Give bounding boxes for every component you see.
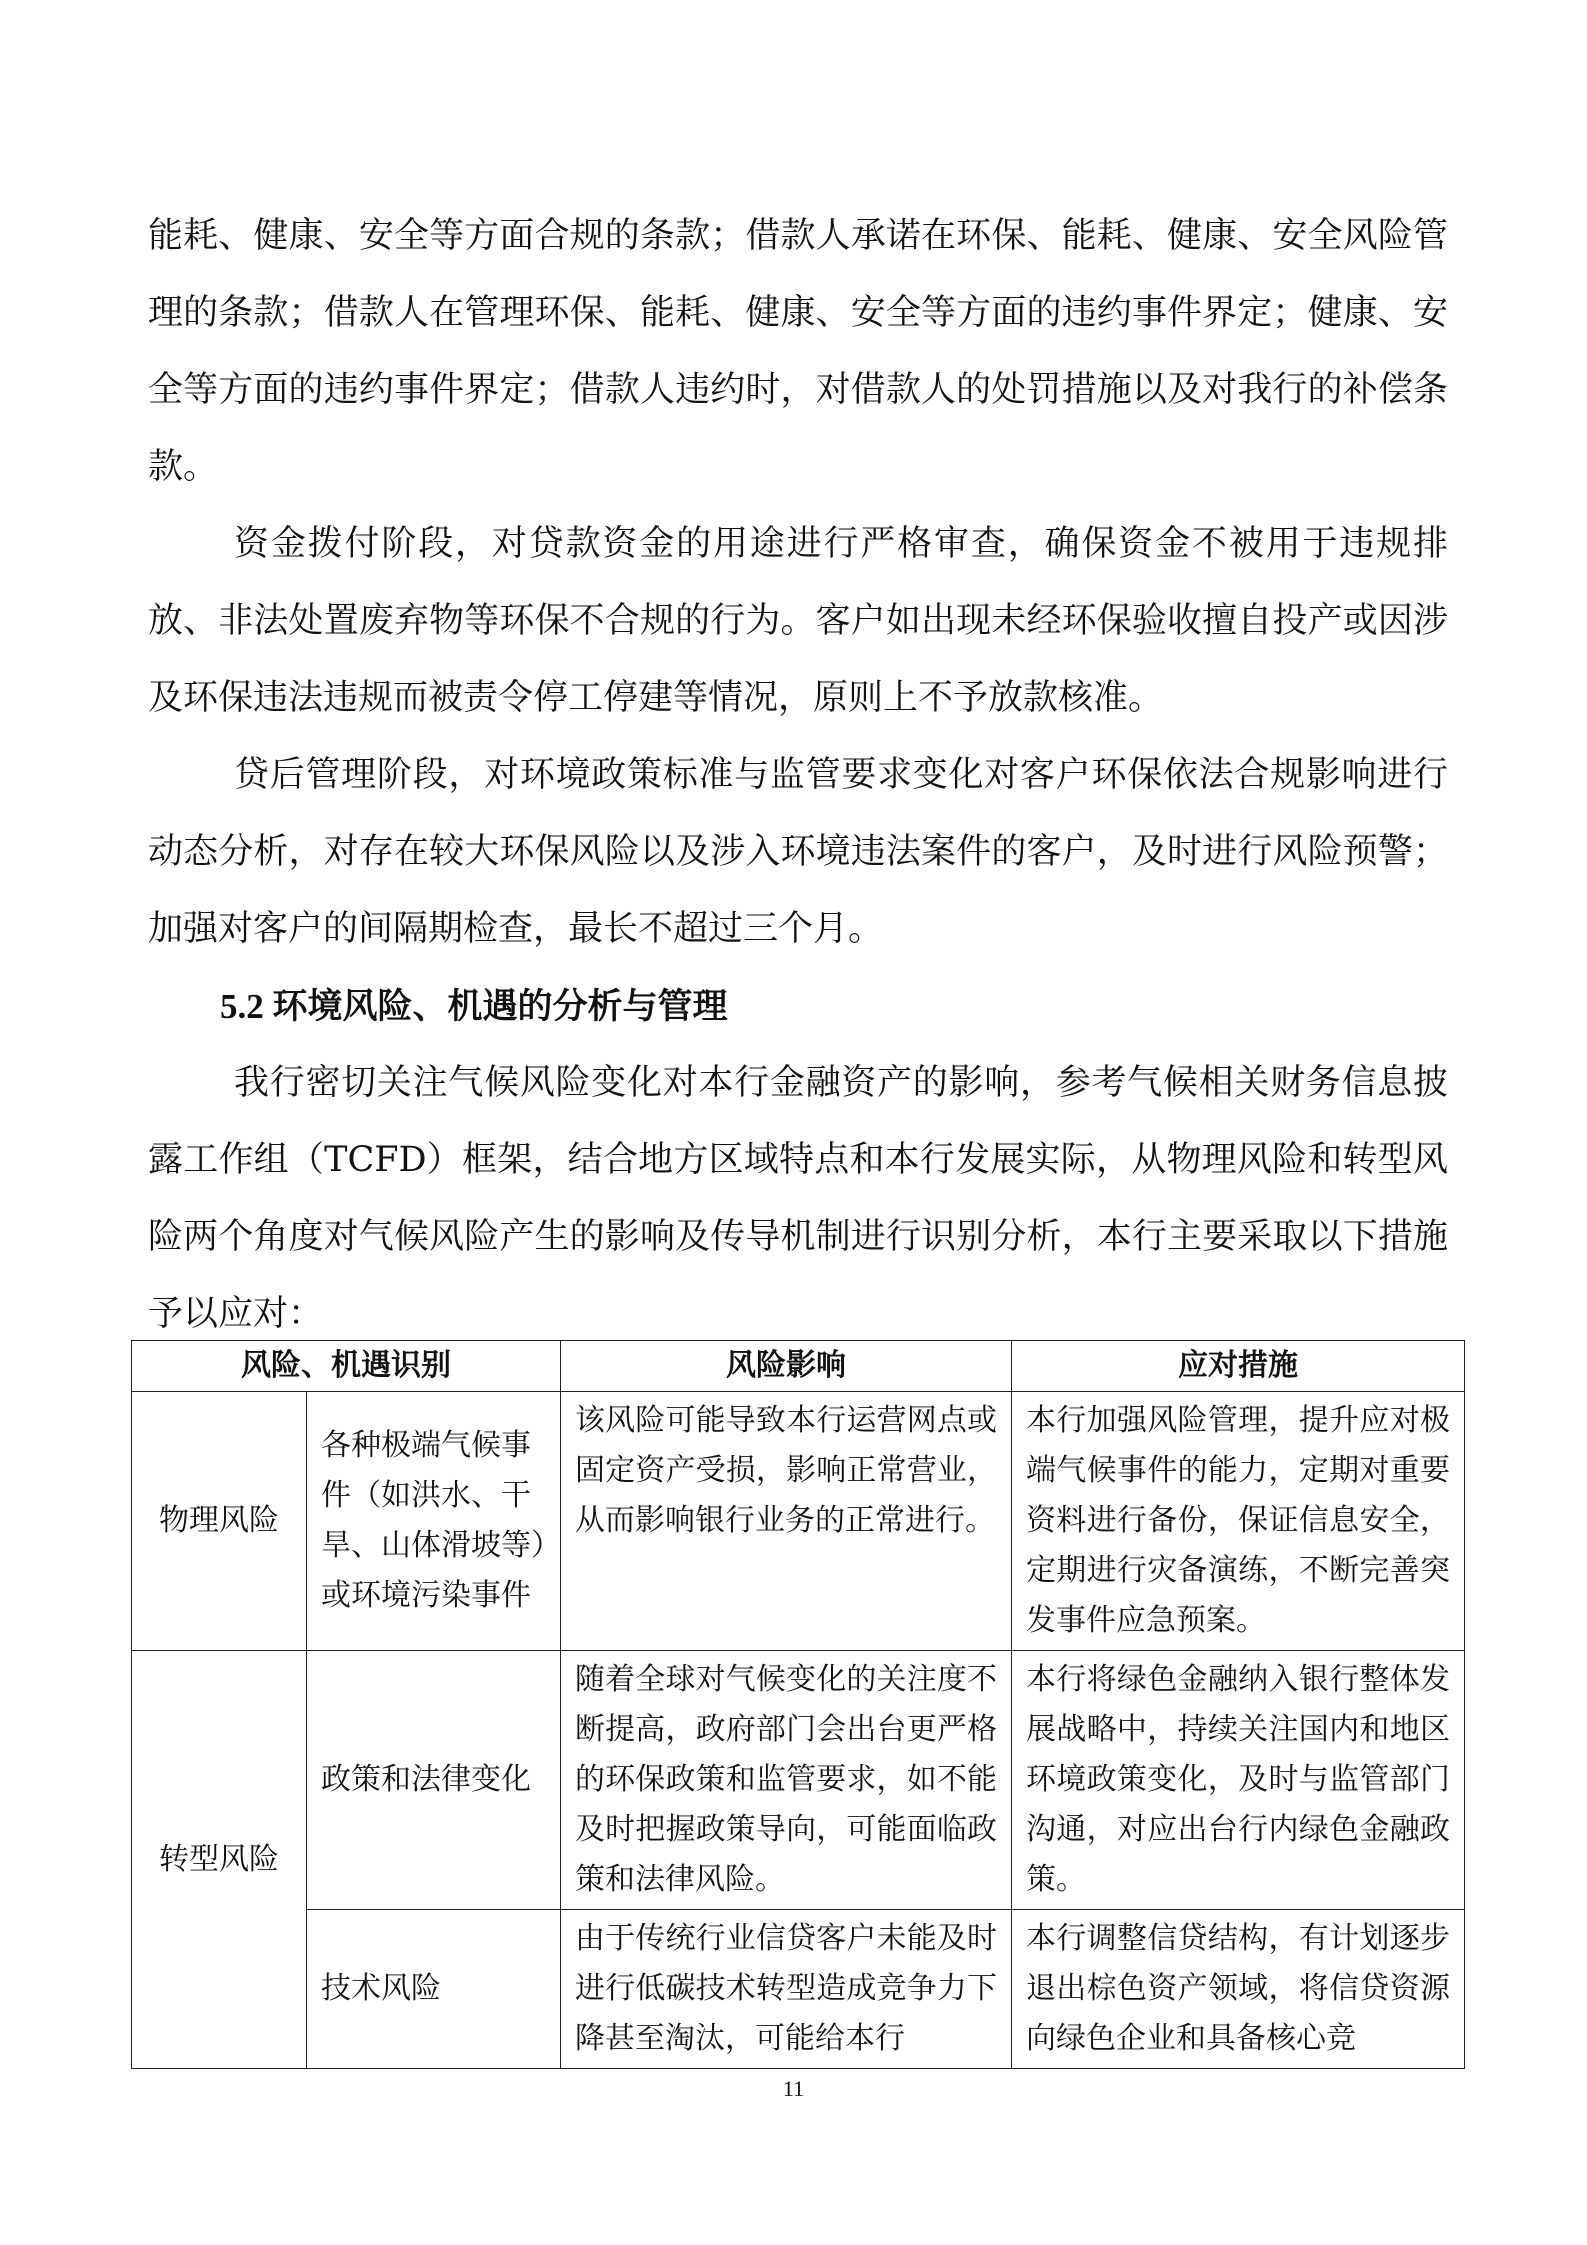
header-response-measures: 应对措施 bbox=[1012, 1341, 1465, 1392]
table-row bbox=[132, 1651, 1465, 1910]
header-risk-impact: 风险影响 bbox=[561, 1341, 1012, 1392]
measures-cell: 本行调整信贷结构，有计划逐步退出棕色资产领域，将信贷资源向绿色企业和具备核心竞 bbox=[1012, 1910, 1465, 2069]
subcategory-policy-legal: 政策和法律变化 bbox=[307, 1651, 561, 1910]
paragraph-loan-contract-terms: 能耗、健康、安全等方面合规的条款；借款人承诺在环保、能耗、健康、安全风险管理的条款；借款人在管理环保、能耗、健康、安全等方面的违约事件界定；健康、安全等方面的违约事件界定；借款人违约时，对借款人的处罚措施以及对我行的补偿条款。 bbox=[148, 216, 1448, 487]
climate-risk-table bbox=[131, 1340, 1465, 2069]
category-physical-risk: 物理风险 bbox=[132, 1392, 307, 1651]
header-risk-identification: 风险、机遇识别 bbox=[132, 1341, 561, 1392]
measures-cell: 本行将绿色金融纳入银行整体发展战略中，持续关注国内和地区环境政策变化，及时与监管部门沟通，对应出台行内绿色金融政策。 bbox=[1012, 1651, 1465, 1910]
impact-cell: 由于传统行业信贷客户未能及时进行低碳技术转型造成竞争力下降甚至淘汰，可能给本行 bbox=[561, 1910, 1012, 2069]
table-row bbox=[132, 1910, 1465, 2069]
table-row bbox=[132, 1392, 1465, 1651]
category-transition-risk: 转型风险 bbox=[132, 1651, 307, 2069]
body-text bbox=[148, 198, 1448, 1353]
subcategory-technology-risk: 技术风险 bbox=[307, 1910, 561, 2069]
paragraph-post-loan-management: 贷后管理阶段，对环境政策标准与监管要求变化对客户环保依法合规影响进行动态分析，对存在较大环保风险以及涉入环境违法案件的客户，及时进行风险预警；加强对客户的间隔期检查，最长不超过三个月。 bbox=[148, 755, 1448, 949]
table-header-row bbox=[132, 1341, 1465, 1392]
paragraph-climate-risk-intro: 我行密切关注气候风险变化对本行金融资产的影响，参考气候相关财务信息披露工作组（TCFD）框架，结合地方区域特点和本行发展实际，从物理风险和转型风险两个角度对气候风险产生的影响及传导机制进行识别分析，本行主要采取以下措施予以应对： bbox=[148, 1063, 1448, 1334]
impact-cell: 该风险可能导致本行运营网点或固定资产受损，影响正常营业，从而影响银行业务的正常进行。 bbox=[561, 1392, 1012, 1651]
paragraph-disbursement-stage: 资金拨付阶段，对贷款资金的用途进行严格审查，确保资金不被用于违规排放、非法处置废弃物等环保不合规的行为。客户如出现未经环保验收擅自投产或因涉及环保违法违规而被责令停工停建等情况，原则上不予放款核准。 bbox=[148, 524, 1448, 718]
section-heading: 5.2 环境风险、机遇的分析与管理 bbox=[220, 987, 728, 1026]
page-number: 11 bbox=[782, 2076, 805, 2101]
impact-cell: 随着全球对气候变化的关注度不断提高，政府部门会出台更严格的环保政策和监管要求，如不能及时把握政策导向，可能面临政策和法律风险。 bbox=[561, 1651, 1012, 1910]
measures-cell: 本行加强风险管理，提升应对极端气候事件的能力，定期对重要资料进行备份，保证信息安全，定期进行灾备演练，不断完善突发事件应急预案。 bbox=[1012, 1392, 1465, 1651]
subcategory-extreme-weather: 各种极端气候事件（如洪水、干旱、山体滑坡等）或环境污染事件 bbox=[307, 1392, 561, 1651]
